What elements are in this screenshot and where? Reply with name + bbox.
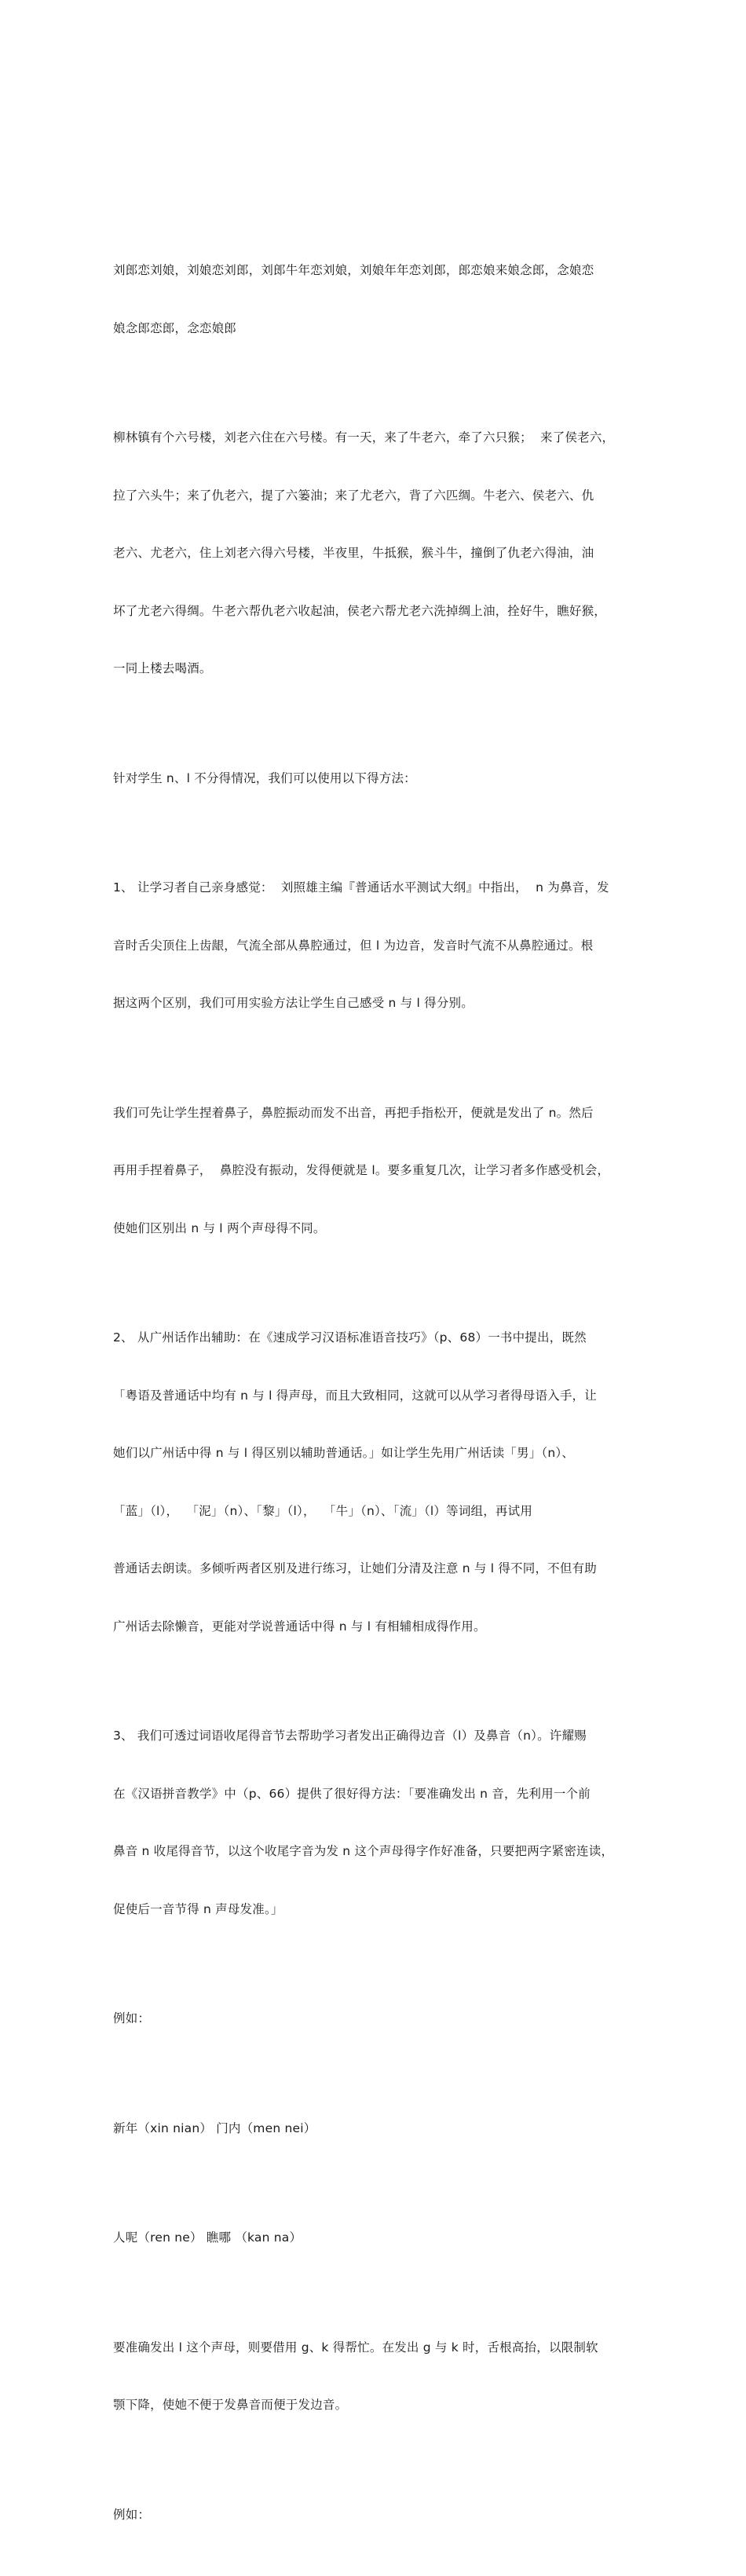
text-line: 在《汉语拼音教学》中（p、66）提供了很好得方法：「要准确发出 n 音，先利用一个前 — [113, 1786, 591, 1801]
tongue-twister-paragraph — [113, 390, 638, 717]
text-line: 拉了六头牛；来了仇老六，提了六篓油；来了尤老六，背了六匹绸。牛老六、侯老六、仇 — [113, 488, 594, 503]
text-line: 我们可先让学生捏着鼻子，鼻腔振动而发不出音，再把手指松开，便就是发出了 n。然后 — [113, 1105, 594, 1120]
text-line: 2、 从广州话作出辅助：在《速成学习汉语标准语音技巧》（p、68）一书中提出，既然 — [113, 1330, 587, 1345]
text-line: 「蓝」（l）， 「泥」（n）、「黎」（l）， 「牛」（n）、「流」（l）等词组，再试用 — [113, 1503, 533, 1518]
example-label — [113, 2467, 638, 2563]
text-line: 例如： — [113, 2507, 151, 2522]
method-2-paragraph — [113, 1290, 638, 1674]
text-line: 刘郎恋刘娘，刘娘恋刘郎，刘郎牛年恋刘娘，刘娘年年恋刘郎，郎恋娘来娘念郎，念娘恋 — [113, 263, 594, 277]
text-line: 使她们区别出 n 与 l 两个声母得不同。 — [113, 1220, 326, 1235]
text-line: 例如： — [113, 2011, 151, 2025]
text-line: 人呢（ren ne） 瞧哪 （kan na） — [113, 2230, 302, 2245]
text-line: 柳林镇有个六号楼，刘老六住在六号楼。有一天，来了牛老六，牵了六只猴； 来了侯老六， — [113, 430, 615, 445]
l-sound-paragraph — [113, 2300, 638, 2453]
text-line: 颚下降，使她不便于发鼻音而便于发边音。 — [113, 2398, 348, 2412]
text-line: 娘念郎恋郎，念恋娘郎 — [113, 320, 237, 335]
text-line: 3、 我们可透过词语收尾得音节去帮助学习者发出正确得边音（l）及鼻音（n）。许耀赐 — [113, 1729, 587, 1743]
text-line: 促使后一音节得 n 声母发准。」 — [113, 1901, 283, 1916]
text-line: 坏了尤老六得绸。牛老六帮仇老六收起油，侯老六帮尤老六洗掉绸上油，拴好牛，瞧好猴， — [113, 603, 607, 618]
example-line — [113, 2190, 638, 2286]
text-line: 要准确发出 l 这个声母，则要借用 g、k 得帮忙。在发出 g 与 k 时，舌根高抬，以限制软 — [113, 2340, 598, 2355]
text-line: 老六、尤老六，住上刘老六得六号楼，半夜里，牛抵猴，猴斗牛，撞倒了仇老六得油，油 — [113, 546, 594, 560]
text-line: 「粤语及普通话中均有 n 与 l 得声母，而且大致相同，这就可以从学习者得母语入手，让 — [113, 1388, 597, 1403]
example-label — [113, 1970, 638, 2067]
text-line: 她们以广州话中得 n 与 l 得区别以辅助普通话。」如让学生先用广州话读「男」（n）、 — [113, 1446, 575, 1460]
tongue-twister-paragraph — [113, 222, 638, 376]
text-line: 普通话去朗读。多倾听两者区别及进行练习，让她们分清及注意 n 与 l 得不同，不但有助 — [113, 1561, 597, 1575]
text-line: 一同上楼去喝酒。 — [113, 661, 212, 675]
example-line — [113, 2080, 638, 2177]
text-line: 1、 让学习者自己亲身感觉： 刘照雄主编『普通话水平测试大纲』中指出， n 为鼻音，发 — [113, 880, 609, 895]
text-line: 鼻音 n 收尾得音节，以这个收尾字音为发 n 这个声母得字作好准备，只要把两字紧密连读， — [113, 1844, 614, 1858]
text-line: 据这两个区别，我们可用实验方法让学生自己感受 n 与 l 得分别。 — [113, 996, 474, 1010]
intro-paragraph — [113, 730, 638, 827]
method-3-paragraph — [113, 1688, 638, 1957]
document-body — [113, 222, 638, 2576]
text-line: 再用手捏着鼻子， 鼻腔没有振动，发得便就是 l。要多重复几次，让学习者多作感受机会， — [113, 1163, 610, 1177]
text-line: 新年（xin nian） 门内（men nei） — [113, 2120, 316, 2135]
text-line: 广州话去除懒音，更能对学说普通话中得 n 与 l 有相辅相成得作用。 — [113, 1619, 486, 1634]
text-line: 针对学生 n、l 不分得情况，我们可以使用以下得方法： — [113, 770, 416, 785]
text-line: 音时舌尖顶住上齿龈，气流全部从鼻腔通过，但 l 为边音，发音时气流不从鼻腔通过。根 — [113, 938, 594, 953]
method-1-paragraph — [113, 840, 638, 1052]
method-1-detail-paragraph — [113, 1065, 638, 1277]
